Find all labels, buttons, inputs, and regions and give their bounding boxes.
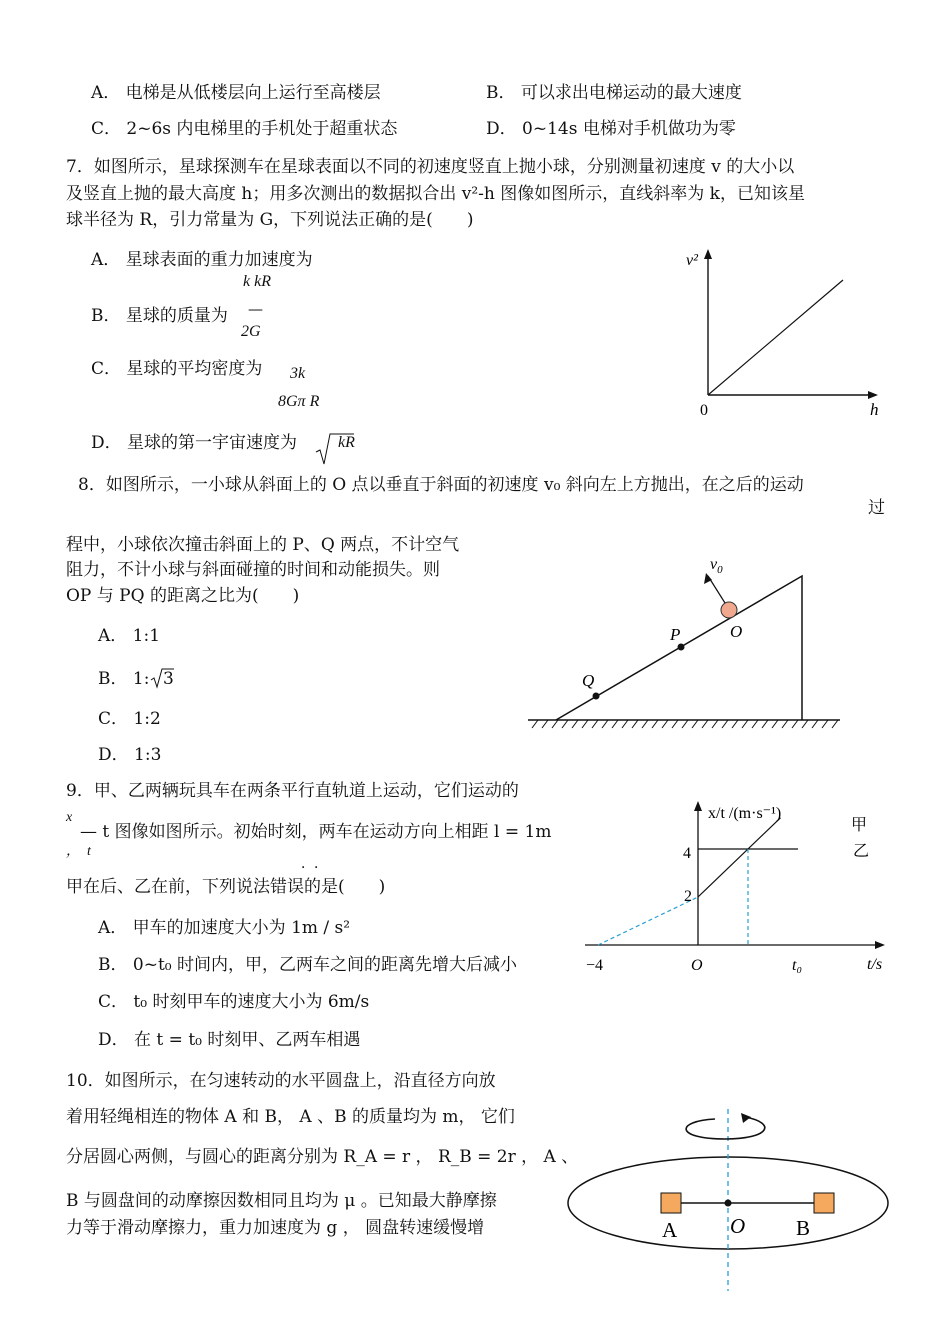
block-a: [661, 1193, 681, 1213]
label-a: A: [662, 1218, 678, 1242]
q9-option-c: C． t₀ 时刻甲车的速度大小为 6m/s: [98, 992, 370, 1012]
tick-2: 2: [684, 888, 692, 905]
q10-disk-figure: [565, 1105, 895, 1295]
tick-neg4: −4: [586, 957, 604, 974]
q10-stem-line1: 10．如图所示，在匀速转动的水平圆盘上，沿直径方向放: [66, 1071, 496, 1091]
q6-option-b: B． 可以求出电梯运动的最大速度: [486, 83, 742, 103]
q7-option-a: A． 星球表面的重力加速度为: [91, 250, 313, 270]
label-b: B: [796, 1216, 811, 1240]
q9-stem-line1: 9．甲、乙两辆玩具车在两条平行直轨道上运动，它们运动的: [66, 781, 519, 801]
legend-yi: 乙: [853, 843, 870, 860]
y-axis-arrow-icon: [704, 249, 712, 259]
center-point: [725, 1200, 732, 1207]
legend-jia: 甲: [851, 817, 868, 834]
q9-stem-line2: — t 图像如图所示。初始时刻，两车在运动方向上相距 l = 1m: [80, 822, 552, 842]
y-axis-label: v²: [686, 252, 698, 269]
label-p: P: [670, 625, 681, 644]
q7-stem-line2: 及竖直上抛的最大高度 h；用多次测出的数据拟合出 v²-h 图像如图所示，直线斜率为 k，已知该星: [66, 184, 805, 204]
sqrt-sign-icon: [314, 430, 334, 466]
rotation-arrow-icon: [686, 1117, 765, 1139]
q10-stem-line2: 着用轻绳相连的物体 A 和 B， A 、B 的质量均为 m， 它们: [66, 1107, 515, 1127]
q7-stem-line1: 7．如图所示，星球探测车在星球表面以不同的初速度竖直上抛小球，分别测量初速度 v 的大小以: [66, 157, 795, 177]
q7-option-d-formula: kR: [338, 434, 355, 451]
q8-stem-line2: 程中，小球依次撞击斜面上的 P、Q 两点，不计空气: [66, 535, 460, 555]
ground-hatch: [532, 720, 838, 728]
origin-label: 0: [700, 402, 708, 419]
q7-option-c: C． 星球的平均密度为: [91, 359, 263, 379]
series-jia-line: [698, 818, 781, 897]
emphasis-dots: ．．: [301, 856, 334, 872]
q7-option-b-numerator: —: [248, 300, 263, 318]
x-axis-arrow-icon: [875, 941, 885, 949]
q8-stem-line3: 阻力，不计小球与斜面碰撞的时间和动能损失。则: [66, 560, 440, 580]
rotation-arrow-head-icon: [741, 1113, 751, 1123]
origin-label: O: [691, 957, 703, 974]
q7-stem-line3: 球半径为 R，引力常量为 G，下列说法正确的是( ): [66, 210, 474, 230]
q8-option-d: D． 1:3: [98, 745, 162, 765]
q8-stem-line4: OP 与 PQ 的距离之比为( ): [66, 586, 300, 606]
q9-stem-line3: 甲在后、乙在前，下列说法错误的是( ): [66, 877, 386, 897]
tick-4: 4: [683, 845, 691, 862]
q9-option-b: B． 0~t₀ 时间内，甲，乙两车之间的距离先增大后减小: [98, 955, 518, 975]
q6-option-c: C． 2~6s 内电梯里的手机处于超重状态: [91, 119, 398, 139]
block-b: [814, 1193, 834, 1213]
q10-stem-line5: 力等于滑动摩擦力，重力加速度为 g ， 圆盘转速缓慢增: [66, 1218, 485, 1238]
q9-xt-graph: [580, 798, 890, 978]
ball: [721, 602, 737, 618]
point-p: [678, 644, 685, 651]
label-o: O: [730, 622, 743, 641]
q9-frac-denominator: ， t: [66, 844, 91, 859]
q7-option-b: B． 星球的质量为: [91, 306, 228, 326]
series-line: [708, 280, 843, 395]
y-axis-label: x/t /(m·s⁻¹): [708, 805, 782, 822]
y-axis-arrow-icon: [694, 801, 702, 811]
arrow-head-icon: [704, 573, 712, 584]
label-q: Q: [582, 671, 595, 690]
v0-label: $v_0$: [710, 556, 723, 576]
q10-stem-line3: 分居圆心两侧，与圆心的距离分别为 R_A = r ， R_B = 2r ， A 、: [66, 1147, 579, 1167]
x-axis-label: h: [870, 400, 879, 419]
q7-option-c-numerator: 3k: [290, 365, 306, 382]
series-jia-extension: [598, 897, 698, 945]
q9-frac-numerator: x: [66, 810, 73, 825]
q7-option-a-formula: k kR: [243, 273, 271, 290]
q7-option-c-denominator: 8Gπ R: [278, 393, 320, 410]
x-axis-label: t/s: [867, 956, 883, 973]
q8-stem-line1-tail: 过: [868, 498, 885, 518]
point-q: [593, 693, 600, 700]
q8-option-b-radicand: 3: [163, 669, 174, 689]
q6-option-d: D． 0~14s 电梯对手机做功为零: [486, 119, 736, 139]
q8-stem-line1: 8．如图所示，一小球从斜面上的 O 点以垂直于斜面的初速度 v₀ 斜向左上方抛出，在之后的运动: [78, 475, 804, 495]
q7-v2-h-graph: [680, 245, 890, 425]
q8-incline-figure: [520, 550, 850, 740]
q8-option-c: C． 1:2: [98, 709, 161, 729]
q8-option-b: B． 1:: [98, 669, 150, 689]
q9-option-d: D． 在 t = t₀ 时刻甲、乙两车相遇: [98, 1030, 361, 1050]
q8-option-a: A． 1:1: [98, 626, 161, 646]
label-o: O: [730, 1214, 746, 1238]
q9-option-a: A． 甲车的加速度大小为 1m / s²: [98, 918, 351, 938]
q6-option-a: A． 电梯是从低楼层向上运行至高楼层: [91, 83, 381, 103]
q7-option-d: D． 星球的第一宇宙速度为: [91, 433, 298, 453]
x-axis-arrow-icon: [868, 391, 878, 399]
q10-stem-line4: B 与圆盘间的动摩擦因数相同且均为 μ 。已知最大静摩擦: [66, 1191, 497, 1211]
q7-option-b-denominator: 2G: [241, 323, 261, 340]
tick-t0: t₀: [792, 957, 803, 974]
